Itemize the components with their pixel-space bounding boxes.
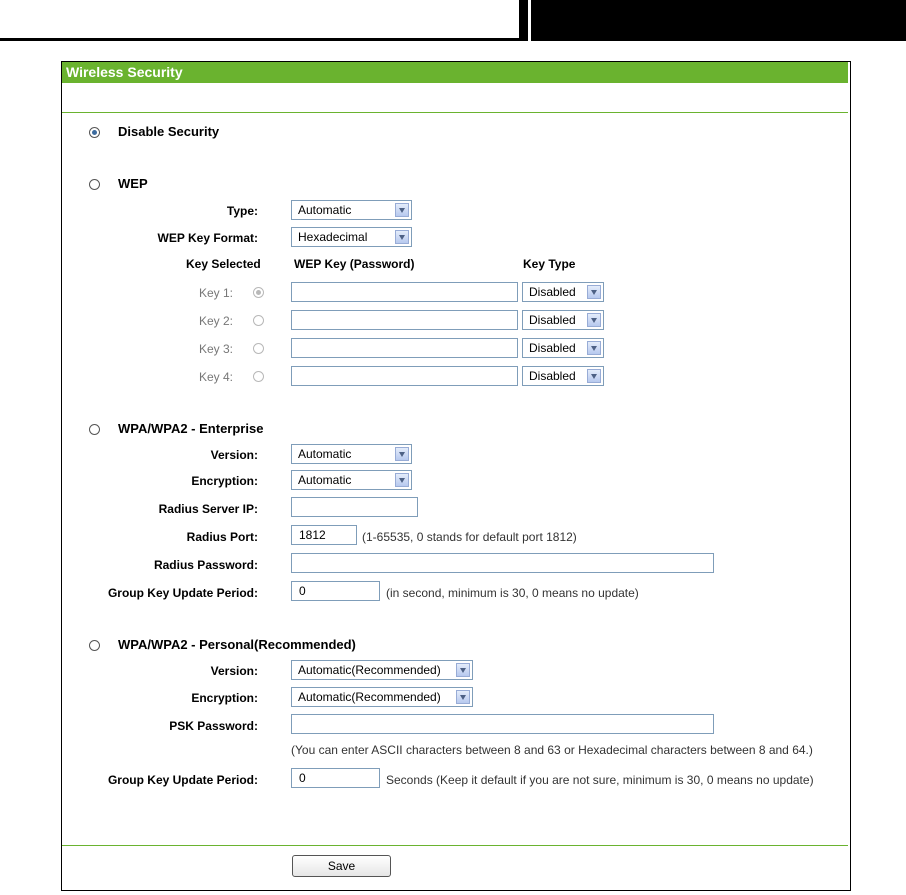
ent-gkup-label: Group Key Update Period: bbox=[107, 586, 258, 600]
radio-wep[interactable] bbox=[89, 179, 100, 190]
ent-version-label: Version: bbox=[210, 448, 258, 462]
psk-password-label: PSK Password: bbox=[169, 719, 258, 733]
chevron-down-icon bbox=[587, 313, 601, 327]
wep-type-label: Type: bbox=[226, 204, 258, 218]
psk-gkup-note: Seconds (Keep it default if you are not sure, minimum is 30, 0 means no update) bbox=[386, 773, 814, 787]
psk-password-note: (You can enter ASCII characters between 8 and 63 or Hexadecimal characters between 8 and 64.) bbox=[291, 743, 813, 757]
header-rule bbox=[0, 38, 520, 41]
psk-version-label: Version: bbox=[210, 664, 258, 678]
save-button[interactable]: Save bbox=[292, 855, 391, 877]
key2-type-select[interactable] bbox=[522, 310, 604, 330]
key1-input[interactable] bbox=[291, 282, 518, 302]
col-wep-key: WEP Key (Password) bbox=[294, 257, 415, 271]
col-key-selected: Key Selected bbox=[186, 257, 261, 271]
radio-wpa-enterprise[interactable] bbox=[89, 424, 100, 435]
panel-title: Wireless Security bbox=[62, 62, 848, 83]
chevron-down-icon bbox=[395, 447, 409, 461]
radius-port-input[interactable]: 1812 bbox=[291, 525, 357, 545]
psk-encryption-value: Automatic(Recommended) bbox=[298, 690, 441, 704]
psk-encryption-select[interactable] bbox=[291, 687, 473, 707]
radius-password-input[interactable] bbox=[291, 553, 714, 573]
key3-input[interactable] bbox=[291, 338, 518, 358]
key2-input[interactable] bbox=[291, 310, 518, 330]
wep-type-select[interactable] bbox=[291, 200, 412, 220]
key3-radio[interactable] bbox=[253, 343, 264, 354]
key3-label: Key 3: bbox=[198, 342, 233, 356]
wep-key-format-value: Hexadecimal bbox=[298, 230, 368, 244]
key2-type-value: Disabled bbox=[529, 313, 576, 327]
psk-gkup-label: Group Key Update Period: bbox=[107, 773, 258, 787]
key4-label: Key 4: bbox=[198, 370, 233, 384]
ent-version-select[interactable] bbox=[291, 444, 412, 464]
key3-type-select[interactable] bbox=[522, 338, 604, 358]
psk-gkup-input[interactable]: 0 bbox=[291, 768, 380, 788]
wpa-enterprise-label: WPA/WPA2 - Enterprise bbox=[118, 421, 264, 436]
title-separator bbox=[62, 112, 848, 113]
header-block bbox=[519, 0, 906, 41]
psk-version-value: Automatic(Recommended) bbox=[298, 663, 441, 677]
key1-label: Key 1: bbox=[198, 286, 233, 300]
col-key-type: Key Type bbox=[523, 257, 576, 271]
chevron-down-icon bbox=[395, 230, 409, 244]
footer-separator bbox=[62, 845, 848, 846]
radius-ip-label: Radius Server IP: bbox=[158, 502, 258, 516]
psk-encryption-label: Encryption: bbox=[191, 691, 258, 705]
chevron-down-icon bbox=[587, 369, 601, 383]
psk-version-select[interactable] bbox=[291, 660, 473, 680]
key4-input[interactable] bbox=[291, 366, 518, 386]
header-divider bbox=[528, 0, 531, 41]
psk-password-input[interactable] bbox=[291, 714, 714, 734]
key3-type-value: Disabled bbox=[529, 341, 576, 355]
wep-key-format-label: WEP Key Format: bbox=[157, 231, 258, 245]
radius-port-label: Radius Port: bbox=[186, 530, 258, 544]
key1-type-select[interactable] bbox=[522, 282, 604, 302]
wpa-personal-label: WPA/WPA2 - Personal(Recommended) bbox=[118, 637, 356, 652]
chevron-down-icon bbox=[456, 663, 470, 677]
radio-wpa-personal[interactable] bbox=[89, 640, 100, 651]
radio-disable-security[interactable] bbox=[89, 127, 100, 138]
ent-encryption-label: Encryption: bbox=[191, 474, 258, 488]
chevron-down-icon bbox=[456, 690, 470, 704]
key2-radio[interactable] bbox=[253, 315, 264, 326]
radius-ip-input[interactable] bbox=[291, 497, 418, 517]
ent-encryption-select[interactable] bbox=[291, 470, 412, 490]
ent-gkup-input[interactable]: 0 bbox=[291, 581, 380, 601]
key1-radio[interactable] bbox=[253, 287, 264, 298]
key2-label: Key 2: bbox=[198, 314, 233, 328]
chevron-down-icon bbox=[587, 341, 601, 355]
chevron-down-icon bbox=[395, 473, 409, 487]
radius-password-label: Radius Password: bbox=[153, 558, 258, 572]
wep-label: WEP bbox=[118, 176, 148, 191]
radius-port-note: (1-65535, 0 stands for default port 1812) bbox=[362, 530, 577, 544]
ent-gkup-note: (in second, minimum is 30, 0 means no update) bbox=[386, 586, 639, 600]
key4-radio[interactable] bbox=[253, 371, 264, 382]
key1-type-value: Disabled bbox=[529, 285, 576, 299]
key4-type-select[interactable] bbox=[522, 366, 604, 386]
key4-type-value: Disabled bbox=[529, 369, 576, 383]
ent-encryption-value: Automatic bbox=[298, 473, 352, 487]
disable-security-label: Disable Security bbox=[118, 124, 220, 139]
wep-key-format-select[interactable] bbox=[291, 227, 412, 247]
wep-type-value: Automatic bbox=[298, 203, 352, 217]
chevron-down-icon bbox=[587, 285, 601, 299]
chevron-down-icon bbox=[395, 203, 409, 217]
ent-version-value: Automatic bbox=[298, 447, 352, 461]
